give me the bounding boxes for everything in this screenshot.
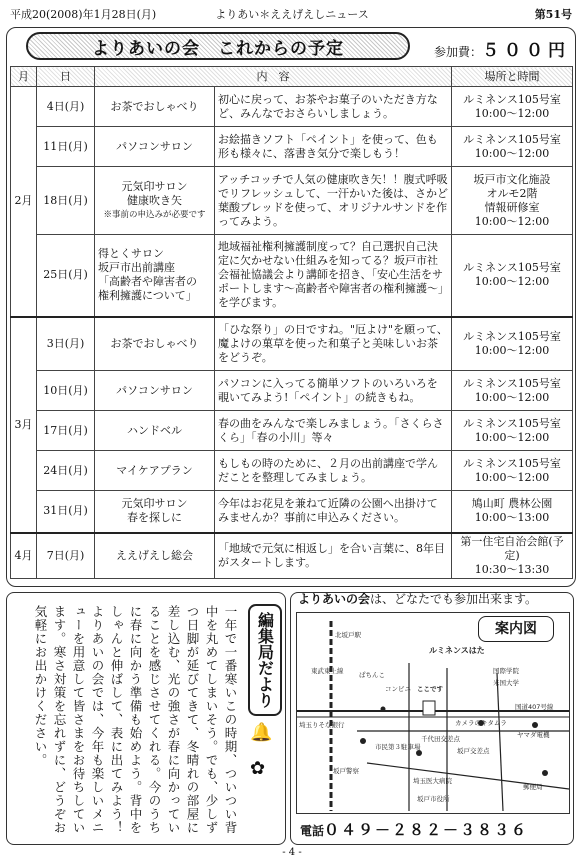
bell-icon: 🔔: [250, 722, 273, 743]
issue-number: 第51号: [534, 8, 572, 21]
map-label-bank: 埼玉りそな銀行: [299, 721, 345, 729]
map-intro: よりあいの会は、どなたでも参加出来ます。: [298, 592, 538, 606]
editorial-badge: 編集局だより: [248, 604, 282, 716]
fee-label: 参加費：: [433, 45, 482, 59]
table-row: [11, 533, 573, 579]
row-place: ルミネンス105号室 10:00～12:00: [452, 451, 573, 491]
row-place: ルミネンス105号室 10:00～12:00: [452, 127, 573, 167]
newsletter-title: よりあい＊ええげえしニュース: [215, 8, 369, 21]
schedule-table: [10, 66, 573, 579]
row-place: 鳩山町 農林公園 10:00～13:00: [452, 491, 573, 533]
row-content: パソコンに入ってる簡単ソフトのいろいろを覗いてみよう!「ペイント」の続きもね。: [215, 371, 452, 411]
phone: 電話０４９－２８２－３８３６: [300, 821, 529, 839]
row-content: 今年はお花見を兼ねて近隣の公園へ出掛けてみませんか？事前に申込みください。: [215, 491, 452, 533]
row-day: 7日(月): [37, 533, 95, 579]
table-row: [11, 235, 573, 317]
row-place: ルミネンス105号室 10:00～12:00: [452, 317, 573, 371]
row-name: 元気印サロン 健康吹き矢 ※事前の申込みが必要です: [95, 167, 215, 235]
month-feb: 2月: [11, 87, 37, 317]
row-name: パソコンサロン: [95, 371, 215, 411]
editorial-text: 一年で一番寒いこの時期、ついつい背中を丸めてしまいそう。でも、少しずつ日脚が延びてきて、冬晴れの部屋に差し込む、光の強さが春に向かっていることを感じさせてくれる。今のうちに春に向かう準備も始めよう。背中をしゃんと伸ばして、表に出てみよう！ よりあいの会では、今年も楽しいメニューを用意して皆さまをお待ちしています。寒さ対策を忘れずに、どうぞお気軽にお出かけください。: [33, 605, 238, 848]
map-label-denki: ヤマダ電機: [517, 731, 550, 739]
month-mar: 3月: [11, 317, 37, 533]
row-content: 「ひな祭り」の日ですね。"厄よけ"を願って、魔よけの菓草を使った和菓子と美味しいお茶をどうぞ。: [215, 317, 452, 371]
fee: [434, 36, 570, 61]
row-name: ええげえし総会: [95, 533, 215, 579]
table-row: [11, 491, 573, 533]
row-place: ルミネンス105号室 10:00～12:00: [452, 411, 573, 451]
map-label-route: 国道407号線: [515, 703, 554, 711]
page-number: - 4 -: [282, 847, 302, 858]
map-label-yubin: 郵便局: [523, 783, 543, 791]
row-place: 第一住宅自治会館(予定) 10:30～13:30: [452, 533, 573, 579]
map-label-line: 東武東上線: [311, 667, 344, 675]
row-content: お絵描きソフト「ペイント」を使って、色も形も様々に、落書き気分で楽しもう！: [215, 127, 452, 167]
map-label-lumi: ルミネンスはた: [429, 646, 485, 655]
schedule-title: よりあいの会 これからの予定: [26, 32, 410, 60]
col-day: 日: [37, 67, 95, 87]
row-name: お茶でおしゃべり: [95, 317, 215, 371]
row-place: ルミネンス105号室 10:00～12:00: [452, 371, 573, 411]
row-name: 得とくサロン 坂戸市出前講座 「高齢者や障害者の 権利擁護について」: [95, 235, 215, 317]
map-label-shimin: 千代田交差点: [421, 735, 460, 743]
row-day: 25日(月): [37, 235, 95, 317]
row-day: 31日(月): [37, 491, 95, 533]
row-day: 4日(月): [37, 87, 95, 127]
table-row: [11, 411, 573, 451]
issue-date: 平成20(2008)年1月28日(月): [10, 8, 157, 21]
table-row: [11, 127, 573, 167]
row-name: ハンドベル: [95, 411, 215, 451]
map-label-kou: 坂戸市役所: [417, 795, 450, 803]
table-row: [11, 317, 573, 371]
map-label-kokusai: 国際学院: [493, 667, 519, 675]
row-content: 「地域で元気に相返し」を合い言葉に、8年目がスタートします。: [215, 533, 452, 579]
map-drawing: [297, 613, 569, 813]
map-label-koko: ここです: [417, 685, 443, 693]
row-day: 24日(月): [37, 451, 95, 491]
row-day: 11日(月): [37, 127, 95, 167]
row-content: 春の曲をみんなで楽しみましょう。「さくらさくら」「春の小川」等々: [215, 411, 452, 451]
map-label-pachinko: ぱちんこ: [359, 671, 385, 679]
col-place: 場所と時間: [452, 67, 573, 87]
row-day: 18日(月): [37, 167, 95, 235]
row-content: 地域福祉権利擁護制度って？自己選択自己決定に欠かせない仕組みを知ってる？坂戸市社会福祉協議会より講師を招き、「安心生活をサポートします～高齢者や障害者の権利擁護～」を学びます。: [215, 235, 452, 317]
row-content: もしもの時のために、２月の出前講座で学んだことを整理してみましょう。: [215, 451, 452, 491]
map-title: 案内図: [478, 616, 554, 642]
map-label-station: 北坂戸駅: [335, 631, 361, 639]
table-row: [11, 451, 573, 491]
row-name: マイケアプラン: [95, 451, 215, 491]
row-name: お茶でおしゃべり: [95, 87, 215, 127]
row-content: 初心に戻って、お茶やお菓子のいただき方など、みんなでおさらいしましょう。: [215, 87, 452, 127]
col-content: 内 容: [95, 67, 452, 87]
row-name: パソコンサロン: [95, 127, 215, 167]
map-label-dai3: 市民第３駐車場: [375, 743, 421, 751]
map-label-konbini: コンビニ: [385, 685, 411, 693]
flower-icon: ✿: [250, 758, 266, 779]
row-note: ※事前の申込みが必要です: [103, 209, 206, 220]
table-header: [11, 67, 573, 87]
map-label-sea: 坂戸交差点: [457, 747, 490, 755]
row-name: 元気印サロン 春を探しに: [95, 491, 215, 533]
map-label-police: 坂戸警察: [333, 767, 359, 775]
table-row: [11, 167, 573, 235]
col-month: 月: [11, 67, 37, 87]
row-day: 17日(月): [37, 411, 95, 451]
map-label-beikoku: 米国大学: [493, 679, 519, 687]
row-place: 坂戸市文化施設 オルモ2階 情報研修室 10:00～12:00: [452, 167, 573, 235]
row-content: アッチコッチで人気の健康吹き矢！！腹式呼吸でリフレッシュして、一汗かいた後は、さかど葉酸ブレッドを使って、オリジナルサンドを作ってみよう。: [215, 167, 452, 235]
row-day: 10日(月): [37, 371, 95, 411]
row-day: 3日(月): [37, 317, 95, 371]
map-label-saitama: 埼玉医大病院: [413, 777, 452, 785]
access-map: [296, 612, 570, 814]
map-label-kamera: カメラのキタムラ: [455, 719, 507, 727]
table-row: [11, 87, 573, 127]
month-apr: 4月: [11, 533, 37, 579]
table-row: [11, 371, 573, 411]
fee-amount: ５００円: [482, 41, 570, 61]
row-place: ルミネンス105号室 10:00～12:00: [452, 235, 573, 317]
row-place: ルミネンス105号室 10:00～12:00: [452, 87, 573, 127]
